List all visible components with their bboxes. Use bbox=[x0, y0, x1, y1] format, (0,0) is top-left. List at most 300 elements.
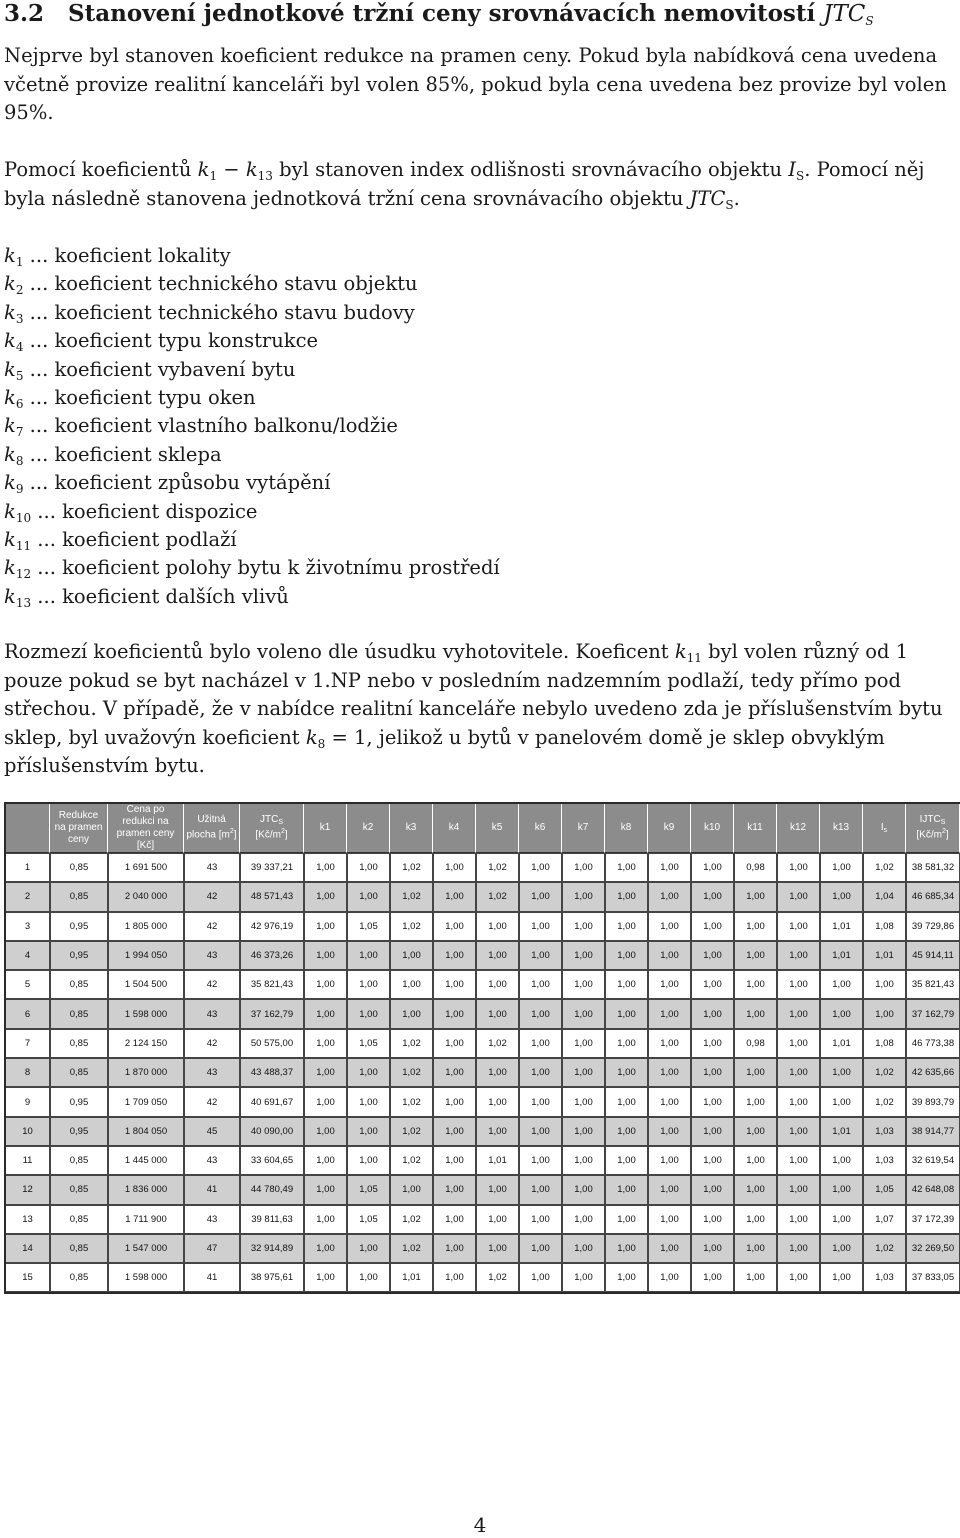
table-cell: 1,00 bbox=[648, 1234, 691, 1263]
table-cell: 50 575,00 bbox=[240, 1029, 304, 1058]
table-cell: 14 bbox=[6, 1234, 50, 1263]
table-cell: 1,00 bbox=[605, 1205, 648, 1234]
table-cell: 1,00 bbox=[519, 882, 562, 911]
table-row bbox=[6, 970, 960, 999]
table-cell: 1,00 bbox=[562, 970, 605, 999]
header-k6: k6 bbox=[519, 804, 562, 853]
table-cell: 1,00 bbox=[691, 912, 734, 941]
table-cell: 1,00 bbox=[648, 1117, 691, 1146]
table-cell: 1,00 bbox=[605, 1117, 648, 1146]
table-cell: 39 811,63 bbox=[240, 1205, 304, 1234]
table-cell: 1,02 bbox=[390, 1029, 433, 1058]
table-cell: 42 635,66 bbox=[906, 1058, 960, 1087]
table-cell: 1 994 050 bbox=[108, 941, 184, 970]
table-cell: 10 bbox=[6, 1117, 50, 1146]
table-cell: 1,08 bbox=[863, 1029, 906, 1058]
table-cell: 43 bbox=[184, 1058, 240, 1087]
table-cell: 1,00 bbox=[304, 941, 347, 970]
header-k13: k13 bbox=[820, 804, 863, 853]
table-row bbox=[6, 1087, 960, 1116]
table-cell: 39 337,21 bbox=[240, 853, 304, 882]
table-cell: 1 711 900 bbox=[108, 1205, 184, 1234]
table-cell: 1,00 bbox=[605, 1058, 648, 1087]
table-cell: 44 780,49 bbox=[240, 1175, 304, 1204]
table-cell: 1,02 bbox=[390, 1058, 433, 1087]
table-cell: 1,00 bbox=[347, 1058, 390, 1087]
table-cell: 1,00 bbox=[433, 1029, 476, 1058]
table-cell: 38 914,77 bbox=[906, 1117, 960, 1146]
header-index bbox=[6, 804, 50, 853]
table-cell: 32 914,89 bbox=[240, 1234, 304, 1263]
table-cell: 1,00 bbox=[433, 941, 476, 970]
table-cell: 43 bbox=[184, 1146, 240, 1175]
table-cell: 38 975,61 bbox=[240, 1263, 304, 1292]
table-cell: 1,00 bbox=[390, 941, 433, 970]
header-k12: k12 bbox=[777, 804, 820, 853]
table-cell: 42 bbox=[184, 1029, 240, 1058]
header-reduction: Redukce na pramen ceny bbox=[50, 804, 108, 853]
table-cell: 38 581,32 bbox=[906, 853, 960, 882]
table-cell: 1,01 bbox=[820, 912, 863, 941]
table-row bbox=[6, 1058, 960, 1087]
table-cell: 1,00 bbox=[562, 1175, 605, 1204]
table-cell: 1,02 bbox=[476, 1029, 519, 1058]
table-cell: 37 172,39 bbox=[906, 1205, 960, 1234]
table-cell: 1 547 000 bbox=[108, 1234, 184, 1263]
table-cell: 1 598 000 bbox=[108, 1263, 184, 1292]
table-cell: 32 269,50 bbox=[906, 1234, 960, 1263]
table-cell: 37 162,79 bbox=[240, 999, 304, 1028]
table-cell: 40 090,00 bbox=[240, 1117, 304, 1146]
table-cell: 1,00 bbox=[863, 999, 906, 1028]
table-cell: 1,00 bbox=[390, 970, 433, 999]
table-cell: 1,00 bbox=[476, 1175, 519, 1204]
table-cell: 42 bbox=[184, 912, 240, 941]
table-cell: 42 bbox=[184, 970, 240, 999]
table-cell: 1,00 bbox=[562, 1058, 605, 1087]
table-cell: 1,00 bbox=[820, 1175, 863, 1204]
table-cell: 1,00 bbox=[304, 1029, 347, 1058]
table-cell: 1,00 bbox=[562, 1117, 605, 1146]
table-cell: 1,00 bbox=[390, 999, 433, 1028]
table-cell: 1,01 bbox=[820, 941, 863, 970]
table-cell: 0,85 bbox=[50, 999, 108, 1028]
table-cell: 1,03 bbox=[863, 1117, 906, 1146]
table-cell: 1,00 bbox=[347, 1117, 390, 1146]
coefficient-item: $k_2$ ... koeficient technického stavu objektu bbox=[4, 272, 418, 298]
table-cell: 1,00 bbox=[734, 941, 777, 970]
table-cell: 1,00 bbox=[562, 853, 605, 882]
table-cell: 1,00 bbox=[433, 1175, 476, 1204]
coefficient-item: $k_{13}$ ... koeficient dalších vlivů bbox=[4, 584, 289, 610]
header-jtc: $JTC_S$ $[Kč/m^2]$ bbox=[240, 804, 304, 853]
table-cell: 1,00 bbox=[777, 1146, 820, 1175]
table-cell: 1,00 bbox=[820, 970, 863, 999]
comparison-table-wrapper bbox=[4, 802, 956, 1284]
table-cell: 1,00 bbox=[433, 853, 476, 882]
table-cell: 1,00 bbox=[347, 853, 390, 882]
table-cell: 8 bbox=[6, 1058, 50, 1087]
table-row bbox=[6, 1263, 960, 1292]
table-row bbox=[6, 1234, 960, 1263]
coefficient-item: $k_5$ ... koeficient vybavení bytu bbox=[4, 357, 296, 383]
table-cell: 1,00 bbox=[304, 999, 347, 1028]
table-cell: 32 619,54 bbox=[906, 1146, 960, 1175]
table-cell: 1,01 bbox=[863, 941, 906, 970]
table-cell: 1,00 bbox=[734, 882, 777, 911]
table-cell: 1,00 bbox=[691, 1058, 734, 1087]
comparison-table bbox=[4, 802, 960, 1294]
table-cell: 1,00 bbox=[476, 912, 519, 941]
table-cell: 43 bbox=[184, 1205, 240, 1234]
coefficient-item: $k_{10}$ ... koeficient dispozice bbox=[4, 499, 258, 525]
table-cell: 1,00 bbox=[777, 1205, 820, 1234]
table-cell: 1,00 bbox=[648, 1058, 691, 1087]
table-cell: 1,02 bbox=[390, 1146, 433, 1175]
table-cell: 1,00 bbox=[562, 1205, 605, 1234]
table-cell: 1,02 bbox=[390, 912, 433, 941]
table-cell: 1,00 bbox=[734, 1234, 777, 1263]
table-cell: 1 709 050 bbox=[108, 1087, 184, 1116]
table-cell: 1,00 bbox=[777, 882, 820, 911]
table-cell: 1,00 bbox=[433, 999, 476, 1028]
table-cell: 1,02 bbox=[390, 1234, 433, 1263]
table-cell: 1,00 bbox=[476, 1234, 519, 1263]
table-cell: 1,05 bbox=[347, 1175, 390, 1204]
table-cell: 48 571,43 bbox=[240, 882, 304, 911]
table-cell: 1,00 bbox=[433, 1263, 476, 1292]
table-cell: 1,00 bbox=[433, 1058, 476, 1087]
table-cell: 1,00 bbox=[734, 1058, 777, 1087]
table-cell: 1,00 bbox=[691, 1146, 734, 1175]
table-cell: 42 976,19 bbox=[240, 912, 304, 941]
page-number: 4 bbox=[473, 1513, 487, 1537]
table-cell: 1,00 bbox=[734, 912, 777, 941]
header-k2: k2 bbox=[347, 804, 390, 853]
table-cell: 1,00 bbox=[691, 1263, 734, 1292]
table-cell: 1 870 000 bbox=[108, 1058, 184, 1087]
header-k10: k10 bbox=[691, 804, 734, 853]
table-cell: 1,00 bbox=[476, 1087, 519, 1116]
table-cell: 1,02 bbox=[476, 882, 519, 911]
table-cell: 1,00 bbox=[433, 1117, 476, 1146]
table-cell: 45 bbox=[184, 1117, 240, 1146]
table-cell: 1,03 bbox=[863, 1146, 906, 1175]
table-cell: 35 821,43 bbox=[906, 970, 960, 999]
table-row bbox=[6, 999, 960, 1028]
table-cell: 1,00 bbox=[562, 882, 605, 911]
table-cell: 1,00 bbox=[777, 1175, 820, 1204]
table-row bbox=[6, 912, 960, 941]
table-cell: 1,00 bbox=[691, 1234, 734, 1263]
table-cell: 1,00 bbox=[562, 1087, 605, 1116]
table-cell: 1,00 bbox=[519, 1146, 562, 1175]
table-cell: 1,00 bbox=[777, 853, 820, 882]
table-cell: 1,00 bbox=[476, 999, 519, 1028]
table-cell: 1,00 bbox=[519, 999, 562, 1028]
table-cell: 2 124 150 bbox=[108, 1029, 184, 1058]
table-cell: 1,00 bbox=[433, 1205, 476, 1234]
table-cell: 43 bbox=[184, 999, 240, 1028]
table-cell: 1,00 bbox=[820, 1087, 863, 1116]
table-cell: 5 bbox=[6, 970, 50, 999]
table-cell: 1,00 bbox=[605, 882, 648, 911]
table-cell: 1,00 bbox=[648, 912, 691, 941]
table-cell: 1,00 bbox=[562, 912, 605, 941]
table-cell: 1,00 bbox=[605, 912, 648, 941]
table-cell: 1,00 bbox=[433, 1234, 476, 1263]
table-cell: 1 691 500 bbox=[108, 853, 184, 882]
coefficient-item: $k_8$ ... koeficient sklepa bbox=[4, 442, 222, 468]
table-cell: 1,00 bbox=[433, 1087, 476, 1116]
table-cell: 1,00 bbox=[562, 941, 605, 970]
table-cell: 1,00 bbox=[648, 1175, 691, 1204]
table-cell: 1,00 bbox=[476, 1205, 519, 1234]
table-cell: 1,05 bbox=[347, 912, 390, 941]
header-k7: k7 bbox=[562, 804, 605, 853]
table-cell: 1,00 bbox=[691, 970, 734, 999]
table-cell: 1,00 bbox=[734, 1205, 777, 1234]
table-cell: 1,00 bbox=[691, 853, 734, 882]
table-cell: 1,00 bbox=[820, 999, 863, 1028]
table-cell: 1 bbox=[6, 853, 50, 882]
table-cell: 0,95 bbox=[50, 1087, 108, 1116]
table-cell: 1,00 bbox=[347, 1146, 390, 1175]
table-cell: 1,00 bbox=[562, 1263, 605, 1292]
coefficient-item: $k_{12}$ ... koeficient polohy bytu k životnímu prostředí bbox=[4, 556, 500, 582]
header-k8: k8 bbox=[605, 804, 648, 853]
table-cell: 1,00 bbox=[304, 1146, 347, 1175]
table-cell: 0,85 bbox=[50, 853, 108, 882]
table-cell: 1,00 bbox=[820, 1058, 863, 1087]
table-cell: 42 bbox=[184, 1087, 240, 1116]
table-cell: 1,02 bbox=[863, 1087, 906, 1116]
table-cell: 42 bbox=[184, 882, 240, 911]
table-cell: 1,00 bbox=[605, 970, 648, 999]
table-cell: 1,00 bbox=[519, 1087, 562, 1116]
table-cell: 0,85 bbox=[50, 882, 108, 911]
table-cell: 1,00 bbox=[519, 853, 562, 882]
table-cell: 1,00 bbox=[605, 853, 648, 882]
table-cell: 1,00 bbox=[648, 1205, 691, 1234]
table-cell: 1,00 bbox=[390, 1175, 433, 1204]
table-cell: 1,03 bbox=[863, 1263, 906, 1292]
table-cell: 46 685,34 bbox=[906, 882, 960, 911]
table-cell: 1,00 bbox=[777, 1058, 820, 1087]
table-cell: 1,00 bbox=[605, 1029, 648, 1058]
header-floor-area: Užitná plocha $[m^2]$ bbox=[184, 804, 240, 853]
table-cell: 1,00 bbox=[648, 853, 691, 882]
table-cell: 1,00 bbox=[691, 1117, 734, 1146]
table-row bbox=[6, 882, 960, 911]
section-symbol: $JTC_S$ bbox=[823, 1, 874, 28]
table-cell: 1,00 bbox=[304, 1087, 347, 1116]
table-cell: 46 773,38 bbox=[906, 1029, 960, 1058]
coefficient-item: $k_6$ ... koeficient typu oken bbox=[4, 386, 256, 412]
table-cell: 1,00 bbox=[519, 1058, 562, 1087]
table-cell: 1,00 bbox=[347, 1087, 390, 1116]
table-cell: 1,00 bbox=[347, 1263, 390, 1292]
table-cell: 1,00 bbox=[519, 1117, 562, 1146]
table-cell: 1,00 bbox=[519, 1029, 562, 1058]
table-cell: 0,85 bbox=[50, 1175, 108, 1204]
paragraph-intro: Nejprve byl stanoven koeficient redukce na pramen ceny. Pokud byla nabídková cena uvedena včetně provize realitní kanceláři byl volen 85%, pokud byla cena uvedena bez provize byl volen 95%. bbox=[4, 44, 947, 124]
table-cell: 1,02 bbox=[476, 1263, 519, 1292]
table-cell: 41 bbox=[184, 1263, 240, 1292]
coefficient-item: $k_7$ ... koeficient vlastního balkonu/lodžie bbox=[4, 414, 398, 440]
table-cell: 1,02 bbox=[476, 853, 519, 882]
table-cell: 9 bbox=[6, 1087, 50, 1116]
table-cell: 1,00 bbox=[562, 1029, 605, 1058]
table-row bbox=[6, 1146, 960, 1175]
table-cell: 1,00 bbox=[734, 999, 777, 1028]
table-cell: 1,00 bbox=[347, 941, 390, 970]
table-cell: 1,00 bbox=[562, 1234, 605, 1263]
table-cell: 1,00 bbox=[304, 970, 347, 999]
table-cell: 1,05 bbox=[347, 1029, 390, 1058]
table-cell: 1,08 bbox=[863, 912, 906, 941]
table-cell: 1,01 bbox=[390, 1263, 433, 1292]
table-cell: 1,00 bbox=[519, 912, 562, 941]
table-cell: 1 804 050 bbox=[108, 1117, 184, 1146]
table-cell: 1,00 bbox=[777, 1263, 820, 1292]
table-cell: 1,00 bbox=[820, 853, 863, 882]
table-body bbox=[6, 853, 960, 1292]
table-cell: 1,00 bbox=[691, 1205, 734, 1234]
table-cell: 35 821,43 bbox=[240, 970, 304, 999]
table-cell: 37 162,79 bbox=[906, 999, 960, 1028]
table-cell: 1,00 bbox=[648, 1146, 691, 1175]
table-cell: 1,00 bbox=[734, 970, 777, 999]
table-cell: 1,00 bbox=[519, 1175, 562, 1204]
table-cell: 1 504 500 bbox=[108, 970, 184, 999]
table-cell: 1,00 bbox=[433, 1146, 476, 1175]
table-cell: 40 691,67 bbox=[240, 1087, 304, 1116]
section-heading bbox=[4, 0, 874, 27]
table-cell: 1,02 bbox=[390, 853, 433, 882]
table-cell: 1,00 bbox=[648, 941, 691, 970]
table-cell: 1,00 bbox=[304, 853, 347, 882]
table-cell: 1,00 bbox=[304, 1205, 347, 1234]
table-cell: 1 598 000 bbox=[108, 999, 184, 1028]
table-cell: 1,00 bbox=[304, 1117, 347, 1146]
table-cell: 41 bbox=[184, 1175, 240, 1204]
table-cell: 6 bbox=[6, 999, 50, 1028]
table-row bbox=[6, 853, 960, 882]
table-cell: 1,02 bbox=[390, 1117, 433, 1146]
table-cell: 1,00 bbox=[476, 1058, 519, 1087]
table-row bbox=[6, 1175, 960, 1204]
table-cell: 43 488,37 bbox=[240, 1058, 304, 1087]
table-cell: 0,85 bbox=[50, 1146, 108, 1175]
table-cell: 1 445 000 bbox=[108, 1146, 184, 1175]
table-cell: 1,00 bbox=[347, 882, 390, 911]
table-cell: 1,00 bbox=[734, 1146, 777, 1175]
table-cell: 1,00 bbox=[777, 1029, 820, 1058]
section-title: Stanovení jednotkové tržní ceny srovnávacích nemovitostí bbox=[68, 0, 824, 27]
table-cell: 1,00 bbox=[347, 970, 390, 999]
table-cell: 1,00 bbox=[777, 912, 820, 941]
table-cell: 1,00 bbox=[691, 882, 734, 911]
table-cell: 1,00 bbox=[433, 882, 476, 911]
table-cell: 1,05 bbox=[347, 1205, 390, 1234]
table-cell: 1,00 bbox=[605, 1234, 648, 1263]
header-k9: k9 bbox=[648, 804, 691, 853]
table-cell: 1,00 bbox=[519, 1205, 562, 1234]
table-cell: 1,00 bbox=[648, 1029, 691, 1058]
table-cell: 13 bbox=[6, 1205, 50, 1234]
table-cell: 0,85 bbox=[50, 970, 108, 999]
table-cell: 1,00 bbox=[648, 1263, 691, 1292]
table-cell: 12 bbox=[6, 1175, 50, 1204]
table-cell: 1,05 bbox=[863, 1175, 906, 1204]
table-cell: 1,00 bbox=[820, 1146, 863, 1175]
table-cell: 4 bbox=[6, 941, 50, 970]
paragraph-index: Pomocí koeficientů $k_1 - k_{13}$ byl stanoven index odlišnosti srovnávacího objektu $I_S$. Pomocí něj byla následně stanovena jednotková tržní cena srovnávacího objektu $JTC_S$. bbox=[4, 158, 925, 212]
table-cell: 1,00 bbox=[605, 941, 648, 970]
table-cell: 33 604,65 bbox=[240, 1146, 304, 1175]
table-cell: 0,85 bbox=[50, 1234, 108, 1263]
table-header-row bbox=[6, 804, 960, 853]
table-row bbox=[6, 1117, 960, 1146]
table-cell: 1,00 bbox=[476, 970, 519, 999]
table-cell: 1,02 bbox=[390, 1087, 433, 1116]
table-cell: 15 bbox=[6, 1263, 50, 1292]
table-cell: 1,00 bbox=[433, 912, 476, 941]
table-cell: 1,07 bbox=[863, 1205, 906, 1234]
table-cell: 1,00 bbox=[691, 1029, 734, 1058]
header-is: $I_s$ bbox=[863, 804, 906, 853]
table-cell: 1,00 bbox=[820, 1263, 863, 1292]
table-cell: 7 bbox=[6, 1029, 50, 1058]
table-cell: 1,00 bbox=[648, 882, 691, 911]
table-cell: 1,00 bbox=[734, 1175, 777, 1204]
header-reduced-price: Cena po redukci na pramen ceny [Kč] bbox=[108, 804, 184, 853]
table-cell: 0,85 bbox=[50, 1205, 108, 1234]
table-cell: 39 893,79 bbox=[906, 1087, 960, 1116]
table-cell: 1,00 bbox=[562, 1146, 605, 1175]
table-cell: 1,00 bbox=[734, 1087, 777, 1116]
table-cell: 1,01 bbox=[820, 1029, 863, 1058]
table-cell: 1,00 bbox=[734, 1117, 777, 1146]
table-cell: 1,00 bbox=[648, 1087, 691, 1116]
table-cell: 1,00 bbox=[347, 1234, 390, 1263]
table-cell: 1,00 bbox=[648, 999, 691, 1028]
coefficient-item: $k_4$ ... koeficient typu konstrukce bbox=[4, 329, 319, 355]
header-k3: k3 bbox=[390, 804, 433, 853]
table-cell: 1,04 bbox=[863, 882, 906, 911]
table-cell: 1,00 bbox=[777, 970, 820, 999]
table-cell: 1,01 bbox=[476, 1146, 519, 1175]
table-cell: 0,95 bbox=[50, 941, 108, 970]
table-cell: 1,00 bbox=[304, 912, 347, 941]
table-cell: 1,00 bbox=[777, 1234, 820, 1263]
table-cell: 1,00 bbox=[820, 1205, 863, 1234]
table-cell: 1,00 bbox=[605, 1146, 648, 1175]
table-cell: 1,00 bbox=[476, 1117, 519, 1146]
table-cell: 1,00 bbox=[519, 970, 562, 999]
table-cell: 1,00 bbox=[691, 1087, 734, 1116]
table-cell: 1,02 bbox=[863, 1058, 906, 1087]
paragraph-notes: Rozmezí koeficientů bylo voleno dle úsudku vyhotovitele. Koeficent $k_{11}$ byl volen různý od 1 pouze pokud se byt nacházel v 1.NP nebo v posledním nadzemním podlaží, tedy přímo pod střechou. V případě, že v nabídce realitní kanceláře nebylo uvedeno zda je příslušenstvím bytu sklep, byl uvažovýn koeficient $k_8 = 1$, jelikož u bytů v panelovém domě je sklep obvyklým příslušenstvím bytu. bbox=[4, 640, 943, 777]
table-row bbox=[6, 1029, 960, 1058]
table-cell: 1,00 bbox=[347, 999, 390, 1028]
table-cell: 1,00 bbox=[605, 1175, 648, 1204]
table-cell: 1,02 bbox=[863, 1234, 906, 1263]
table-cell: 0,98 bbox=[734, 853, 777, 882]
section-number: 3.2 bbox=[4, 0, 45, 27]
table-cell: 1,01 bbox=[820, 1117, 863, 1146]
